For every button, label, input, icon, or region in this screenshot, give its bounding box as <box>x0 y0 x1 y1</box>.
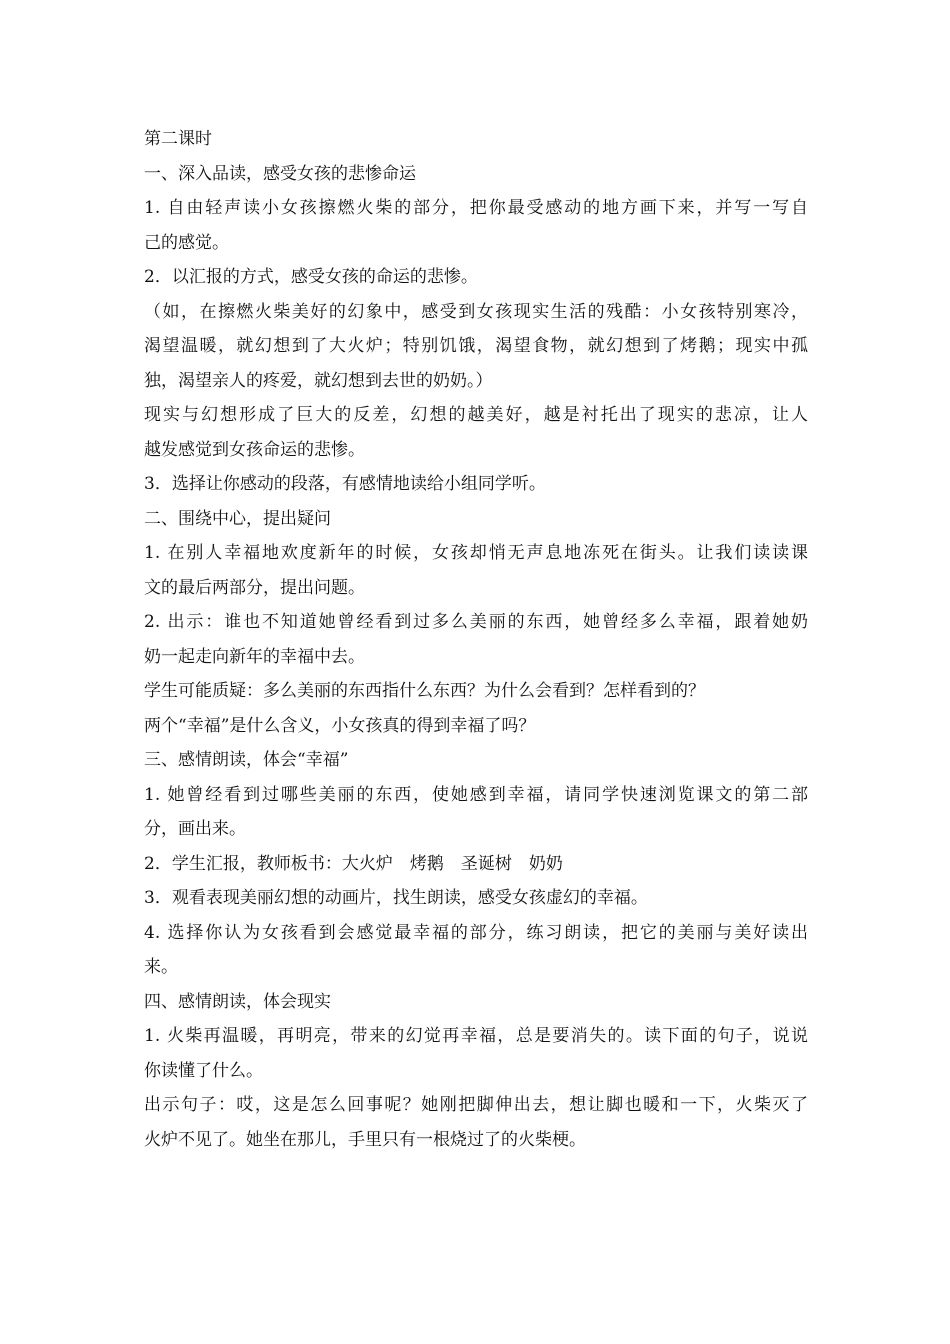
paragraph-line: 1. 在别人幸福地欢度新年的时候，女孩却悄无声息地冻死在街头。让我们读读课 <box>144 543 808 563</box>
paragraph-line: 己的感觉。 <box>144 232 229 253</box>
paragraph-line: 1. 她曾经看到过哪些美丽的东西，使她感到幸福，请同学快速浏览课文的第二部 <box>144 784 808 805</box>
paragraph-line: 来。 <box>144 957 178 977</box>
paragraph-line: 3．观看表现美丽幻想的动画片，找生朗读，感受女孩虚幻的幸福。 <box>144 888 648 908</box>
paragraph-line: 学生可能质疑：多么美丽的东西指什么东西？为什么会看到？怎样看到的？ <box>144 681 705 701</box>
paragraph-line: 4. 选择你认为女孩看到会感觉最幸福的部分，练习朗读，把它的美丽与美好读出 <box>144 922 808 943</box>
paragraph-line: 越发感觉到女孩命运的悲惨。 <box>144 439 365 460</box>
paragraph-line: 两个“幸福”是什么含义，小女孩真的得到幸福了吗？ <box>144 715 536 736</box>
paragraph-line: 火炉不见了。她坐在那儿，手里只有一根烧过了的火柴梗。 <box>144 1129 586 1150</box>
section-heading: 二、围绕中心，提出疑问 <box>144 508 331 529</box>
paragraph-line: 现实与幻想形成了巨大的反差，幻想的越美好，越是衬托出了现实的悲凉，让人 <box>144 405 808 425</box>
section-heading: 三、感情朗读，体会“幸福” <box>144 750 349 770</box>
lesson-title: 第二课时 <box>144 129 212 149</box>
paragraph-line: 1. 火柴再温暖，再明亮，带来的幻觉再幸福，总是要消失的。读下面的句子，说说 <box>144 1026 808 1046</box>
paragraph-line: 出示句子：哎，这是怎么回事呢？她刚把脚伸出去，想让脚也暖和一下，火柴灭了 <box>144 1095 808 1115</box>
paragraph-line: 渴望温暖，就幻想到了大火炉；特别饥饿，渴望食物，就幻想到了烤鹅；现实中孤 <box>144 336 808 356</box>
paragraph-line: 2. 出示：谁也不知道她曾经看到过多么美丽的东西，她曾经多么幸福，跟着她奶 <box>144 612 808 632</box>
document-page <box>144 122 808 1157</box>
paragraph-line: 2．以汇报的方式，感受女孩的命运的悲惨。 <box>144 267 478 287</box>
paragraph-line: 独，渴望亲人的疼爱，就幻想到去世的奶奶。） <box>144 370 493 391</box>
paragraph-line: 分，画出来。 <box>144 819 246 839</box>
paragraph-line: 文的最后两部分，提出问题。 <box>144 577 365 598</box>
paragraph-line: 你读懂了什么。 <box>144 1060 263 1081</box>
paragraph-line: （如，在擦燃火柴美好的幻象中，感受到女孩现实生活的残酷：小女孩特别寒冷， <box>144 301 808 322</box>
section-heading: 一、深入品读，感受女孩的悲惨命运 <box>144 163 416 184</box>
paragraph-line: 1. 自由轻声读小女孩擦燃火柴的部分，把你最受感动的地方画下来，并写一写自 <box>144 198 808 218</box>
paragraph-line: 2．学生汇报，教师板书：大火炉 烤鹅 圣诞树 奶奶 <box>144 853 563 874</box>
section-heading: 四、感情朗读，体会现实 <box>144 991 331 1012</box>
paragraph-line: 奶一起走向新年的幸福中去。 <box>144 646 365 667</box>
paragraph-line: 3．选择让你感动的段落，有感情地读给小组同学听。 <box>144 474 546 494</box>
